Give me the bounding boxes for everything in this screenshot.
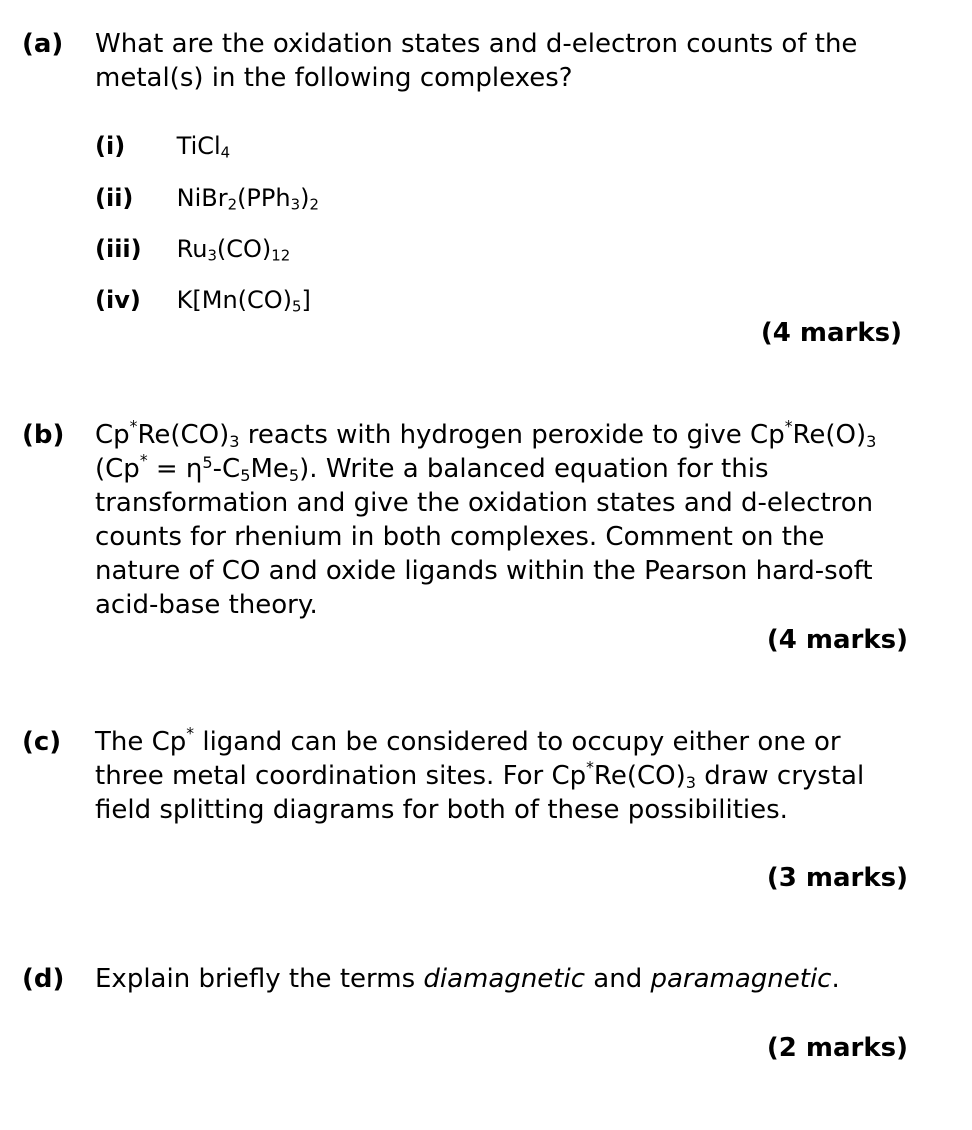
question-b-label: (b) [22, 420, 65, 450]
question-a-item-iii [95, 232, 290, 266]
item-number: (ii) [95, 184, 134, 212]
item-formula: TiCl$_4$ [176, 132, 231, 162]
question-c-marks: (3 marks) [766, 863, 908, 893]
question-a-item-iv [95, 283, 311, 317]
question-d-text [95, 962, 915, 996]
term-italic: diamagnetic [423, 964, 586, 994]
item-number: (i) [95, 132, 126, 160]
question-d-line-1: Explain briefly the terms diamagnetic and paramagnetic. [95, 964, 840, 994]
item-number: (iv) [95, 286, 141, 314]
question-c-text [95, 725, 915, 827]
question-a-line-1: What are the oxidation states and d-electron counts of the [95, 29, 858, 59]
item-number: (iii) [95, 235, 142, 263]
item-formula: $Ru_3(CO)_{12}$ [176, 235, 291, 265]
item-formula: $K[Mn(CO)_5]$ [176, 286, 311, 316]
question-b-line-6: acid-base theory. [95, 590, 318, 620]
question-c-line-1: The Cp* ligand can be considered to occupy either one or [95, 724, 841, 757]
question-a-text [95, 27, 915, 95]
question-a-item-i [95, 129, 230, 163]
question-a-item-ii [95, 181, 319, 215]
question-b-line-1: $Cp^*Re(CO)_3$ reacts with hydrogen peroxide to give $Cp^*Re(O)_3$ [95, 417, 877, 452]
question-b-line-5: nature of CO and oxide ligands within the Pearson hard-soft [95, 556, 873, 586]
question-a-line-2: metal(s) in the following complexes? [95, 63, 573, 93]
question-a-label: (a) [22, 29, 64, 59]
question-b-marks: (4 marks) [766, 625, 908, 655]
question-d-marks: (2 marks) [766, 1033, 908, 1063]
question-a-marks: (4 marks) [760, 318, 902, 348]
question-c-line-2: three metal coordination sites. For $Cp^*Re(CO)_3$ draw crystal [95, 758, 865, 793]
question-b-line-4: counts for rhenium in both complexes. Comment on the [95, 522, 825, 552]
term-italic: paramagnetic [650, 964, 832, 994]
question-c-label: (c) [22, 727, 62, 757]
question-b-text [95, 418, 915, 622]
item-formula: $NiBr_2(PPh_3)_2$ [176, 184, 319, 214]
question-c-line-3: field splitting diagrams for both of these possibilities. [95, 795, 788, 825]
question-b-line-3: transformation and give the oxidation states and d-electron [95, 488, 874, 518]
question-d-label: (d) [22, 964, 65, 994]
question-b-line-2: $(Cp^* = \eta^5-C_5Me_5)$. Write a balanced equation for this [95, 451, 769, 486]
